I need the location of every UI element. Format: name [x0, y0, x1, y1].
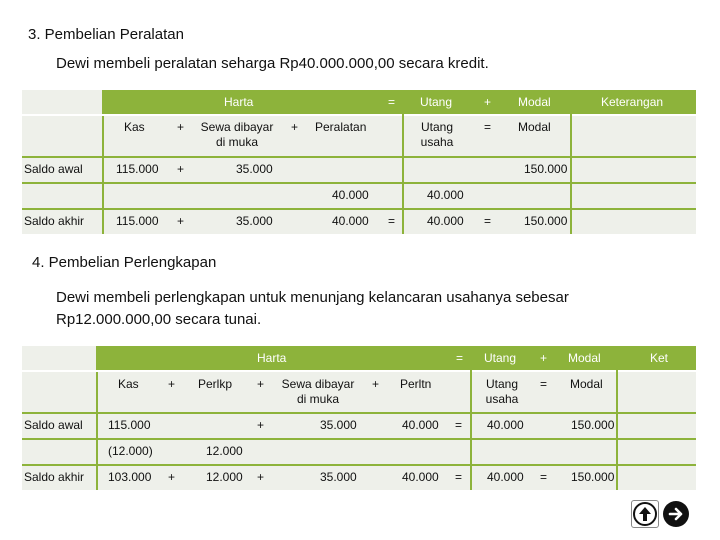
- cell-peralatan: 40.000: [332, 214, 369, 228]
- plus-sign: +: [257, 418, 265, 432]
- header-plus: +: [484, 95, 492, 109]
- cell-modal: 150.000: [571, 418, 615, 432]
- equals-sign: =: [484, 120, 492, 134]
- equals-sign: =: [455, 470, 463, 484]
- row-saldo-awal-label: Saldo awal: [24, 418, 83, 432]
- equals-sign: =: [540, 470, 548, 484]
- cell-kas: 115.000: [108, 418, 151, 432]
- section-4-description-line2: Rp12.000.000,00 secara tunai.: [56, 311, 262, 328]
- home-button[interactable]: [631, 500, 659, 528]
- cell-utang: 40.000: [427, 214, 464, 228]
- cell-perltn: 40.000: [402, 418, 439, 432]
- header-equals: =: [388, 95, 396, 109]
- col-utang-usaha: Utang usaha: [485, 377, 519, 406]
- col-modal: Modal: [570, 377, 603, 391]
- cell-kas: 103.000: [108, 470, 152, 484]
- row-saldo-akhir-label: Saldo akhir: [24, 470, 85, 484]
- cell-sewa: 35.000: [320, 418, 357, 432]
- plus-sign: +: [168, 377, 176, 391]
- cell-kas: (12.000): [108, 444, 153, 458]
- cell-sewa: 35.000: [236, 162, 273, 176]
- col-kas: Kas: [118, 377, 139, 391]
- cell-utang: 40.000: [487, 470, 524, 484]
- row-saldo-awal-label: Saldo awal: [24, 162, 83, 176]
- plus-sign: +: [177, 214, 185, 228]
- section-3-title: 3. Pembelian Peralatan: [28, 26, 184, 43]
- plus-sign: +: [177, 120, 185, 134]
- col-peralatan: Peralatan: [315, 120, 367, 134]
- cell-modal: 150.000: [524, 214, 568, 228]
- col-kas: Kas: [124, 120, 145, 134]
- col-modal: Modal: [518, 120, 551, 134]
- plus-sign: +: [291, 120, 299, 134]
- header-utang: Utang: [484, 351, 517, 365]
- home-icon: [632, 501, 658, 527]
- plus-sign: +: [372, 377, 380, 391]
- header-ket: Ket: [650, 351, 669, 365]
- col-utang-usaha: Utang usaha: [420, 120, 454, 149]
- header-harta: Harta: [257, 351, 287, 365]
- cell-utang: 40.000: [427, 188, 464, 202]
- plus-sign: +: [177, 162, 185, 176]
- section-4-description-line1: Dewi membeli perlengkapan untuk menunjang kelancaran usahanya sebesar: [56, 289, 569, 306]
- cell-peralatan: 40.000: [332, 188, 369, 202]
- plus-sign: +: [168, 470, 176, 484]
- cell-perlkp: 12.000: [206, 444, 243, 458]
- col-sewa-dibayar-di-muka: Sewa dibayar di muka: [281, 377, 355, 406]
- row-saldo-akhir-label: Saldo akhir: [24, 214, 85, 228]
- cell-modal: 150.000: [524, 162, 568, 176]
- cell-kas: 115.000: [116, 214, 159, 228]
- plus-sign: +: [257, 470, 265, 484]
- cell-perlkp: 12.000: [206, 470, 243, 484]
- equals-sign: =: [484, 214, 492, 228]
- arrow-right-icon: [663, 501, 689, 527]
- section-4-title: 4. Pembelian Perlengkapan: [32, 254, 217, 271]
- next-button[interactable]: [663, 501, 689, 527]
- cell-kas: 115.000: [116, 162, 159, 176]
- col-perltn: Perltn: [400, 377, 432, 391]
- equals-sign: =: [388, 214, 396, 228]
- col-sewa-dibayar-di-muka: Sewa dibayar di muka: [200, 120, 274, 149]
- col-perlkp: Perlkp: [198, 377, 233, 391]
- cell-modal: 150.000: [571, 470, 615, 484]
- header-harta: Harta: [224, 95, 254, 109]
- header-utang: Utang: [420, 95, 453, 109]
- section-3-description: Dewi membeli peralatan seharga Rp40.000.000,00 secara kredit.: [56, 55, 489, 72]
- header-modal: Modal: [518, 95, 551, 109]
- header-modal: Modal: [568, 351, 601, 365]
- header-equals: =: [456, 351, 464, 365]
- header-keterangan: Keterangan: [601, 95, 664, 109]
- cell-perltn: 40.000: [402, 470, 439, 484]
- plus-sign: +: [257, 377, 265, 391]
- equals-sign: =: [455, 418, 463, 432]
- cell-utang: 40.000: [487, 418, 524, 432]
- cell-sewa: 35.000: [320, 470, 357, 484]
- equals-sign: =: [540, 377, 548, 391]
- header-plus: +: [540, 351, 548, 365]
- cell-sewa: 35.000: [236, 214, 273, 228]
